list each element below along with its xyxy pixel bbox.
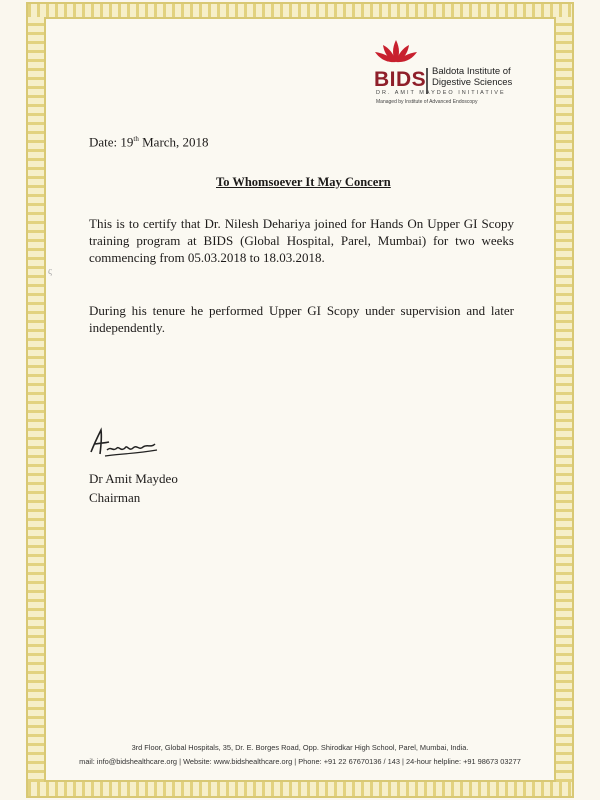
logo-institute-name [432, 66, 532, 88]
signer-name: Dr Amit Maydeo [89, 471, 178, 486]
logo-name-line2: Digestive Sciences [432, 77, 513, 88]
lotus-icon [374, 38, 418, 66]
logo-name-line1: Baldota Institute of [432, 66, 511, 77]
logo-initiative: DR. AMIT MAYDEO INITIATIVE [376, 90, 506, 96]
decorative-border-left [28, 17, 44, 782]
letter-paragraph-1: This is to certify that Dr. Nilesh Dehariya joined for Hands On Upper GI Scopy training program at BIDS (Global Hospital, Parel, Mumbai) for two weeks commencing from 05.03.2018 to 18.03.2018. [89, 216, 514, 265]
letter-heading: To Whomsoever It May Concern [216, 175, 391, 189]
letter-paragraph-2: During his tenure he performed Upper GI Scopy under supervision and later independently. [89, 303, 514, 335]
handwritten-signature [85, 424, 165, 466]
bids-logo [372, 38, 522, 108]
footer-contact: mail: info@bidshealthcare.org | Website: www.bidshealthcare.org | Phone: +91 22 67670136 / 143 | 24-hour helpline: +91 98673 03277 [79, 757, 521, 766]
footer-address: 3rd Floor, Global Hospitals, 35, Dr. E. Borges Road, Opp. Shirodkar High School, Parel, Mumbai, India. [131, 743, 469, 752]
logo-abbr: BIDS [374, 68, 427, 91]
margin-mark: ς [48, 266, 52, 277]
logo-managed-by: Managed by Institute of Advanced Endoscopy [376, 99, 478, 105]
signer-title: Chairman [89, 490, 141, 505]
letter-date: Date: 19th March, 2018 [89, 134, 209, 150]
decorative-border-right [556, 17, 572, 782]
